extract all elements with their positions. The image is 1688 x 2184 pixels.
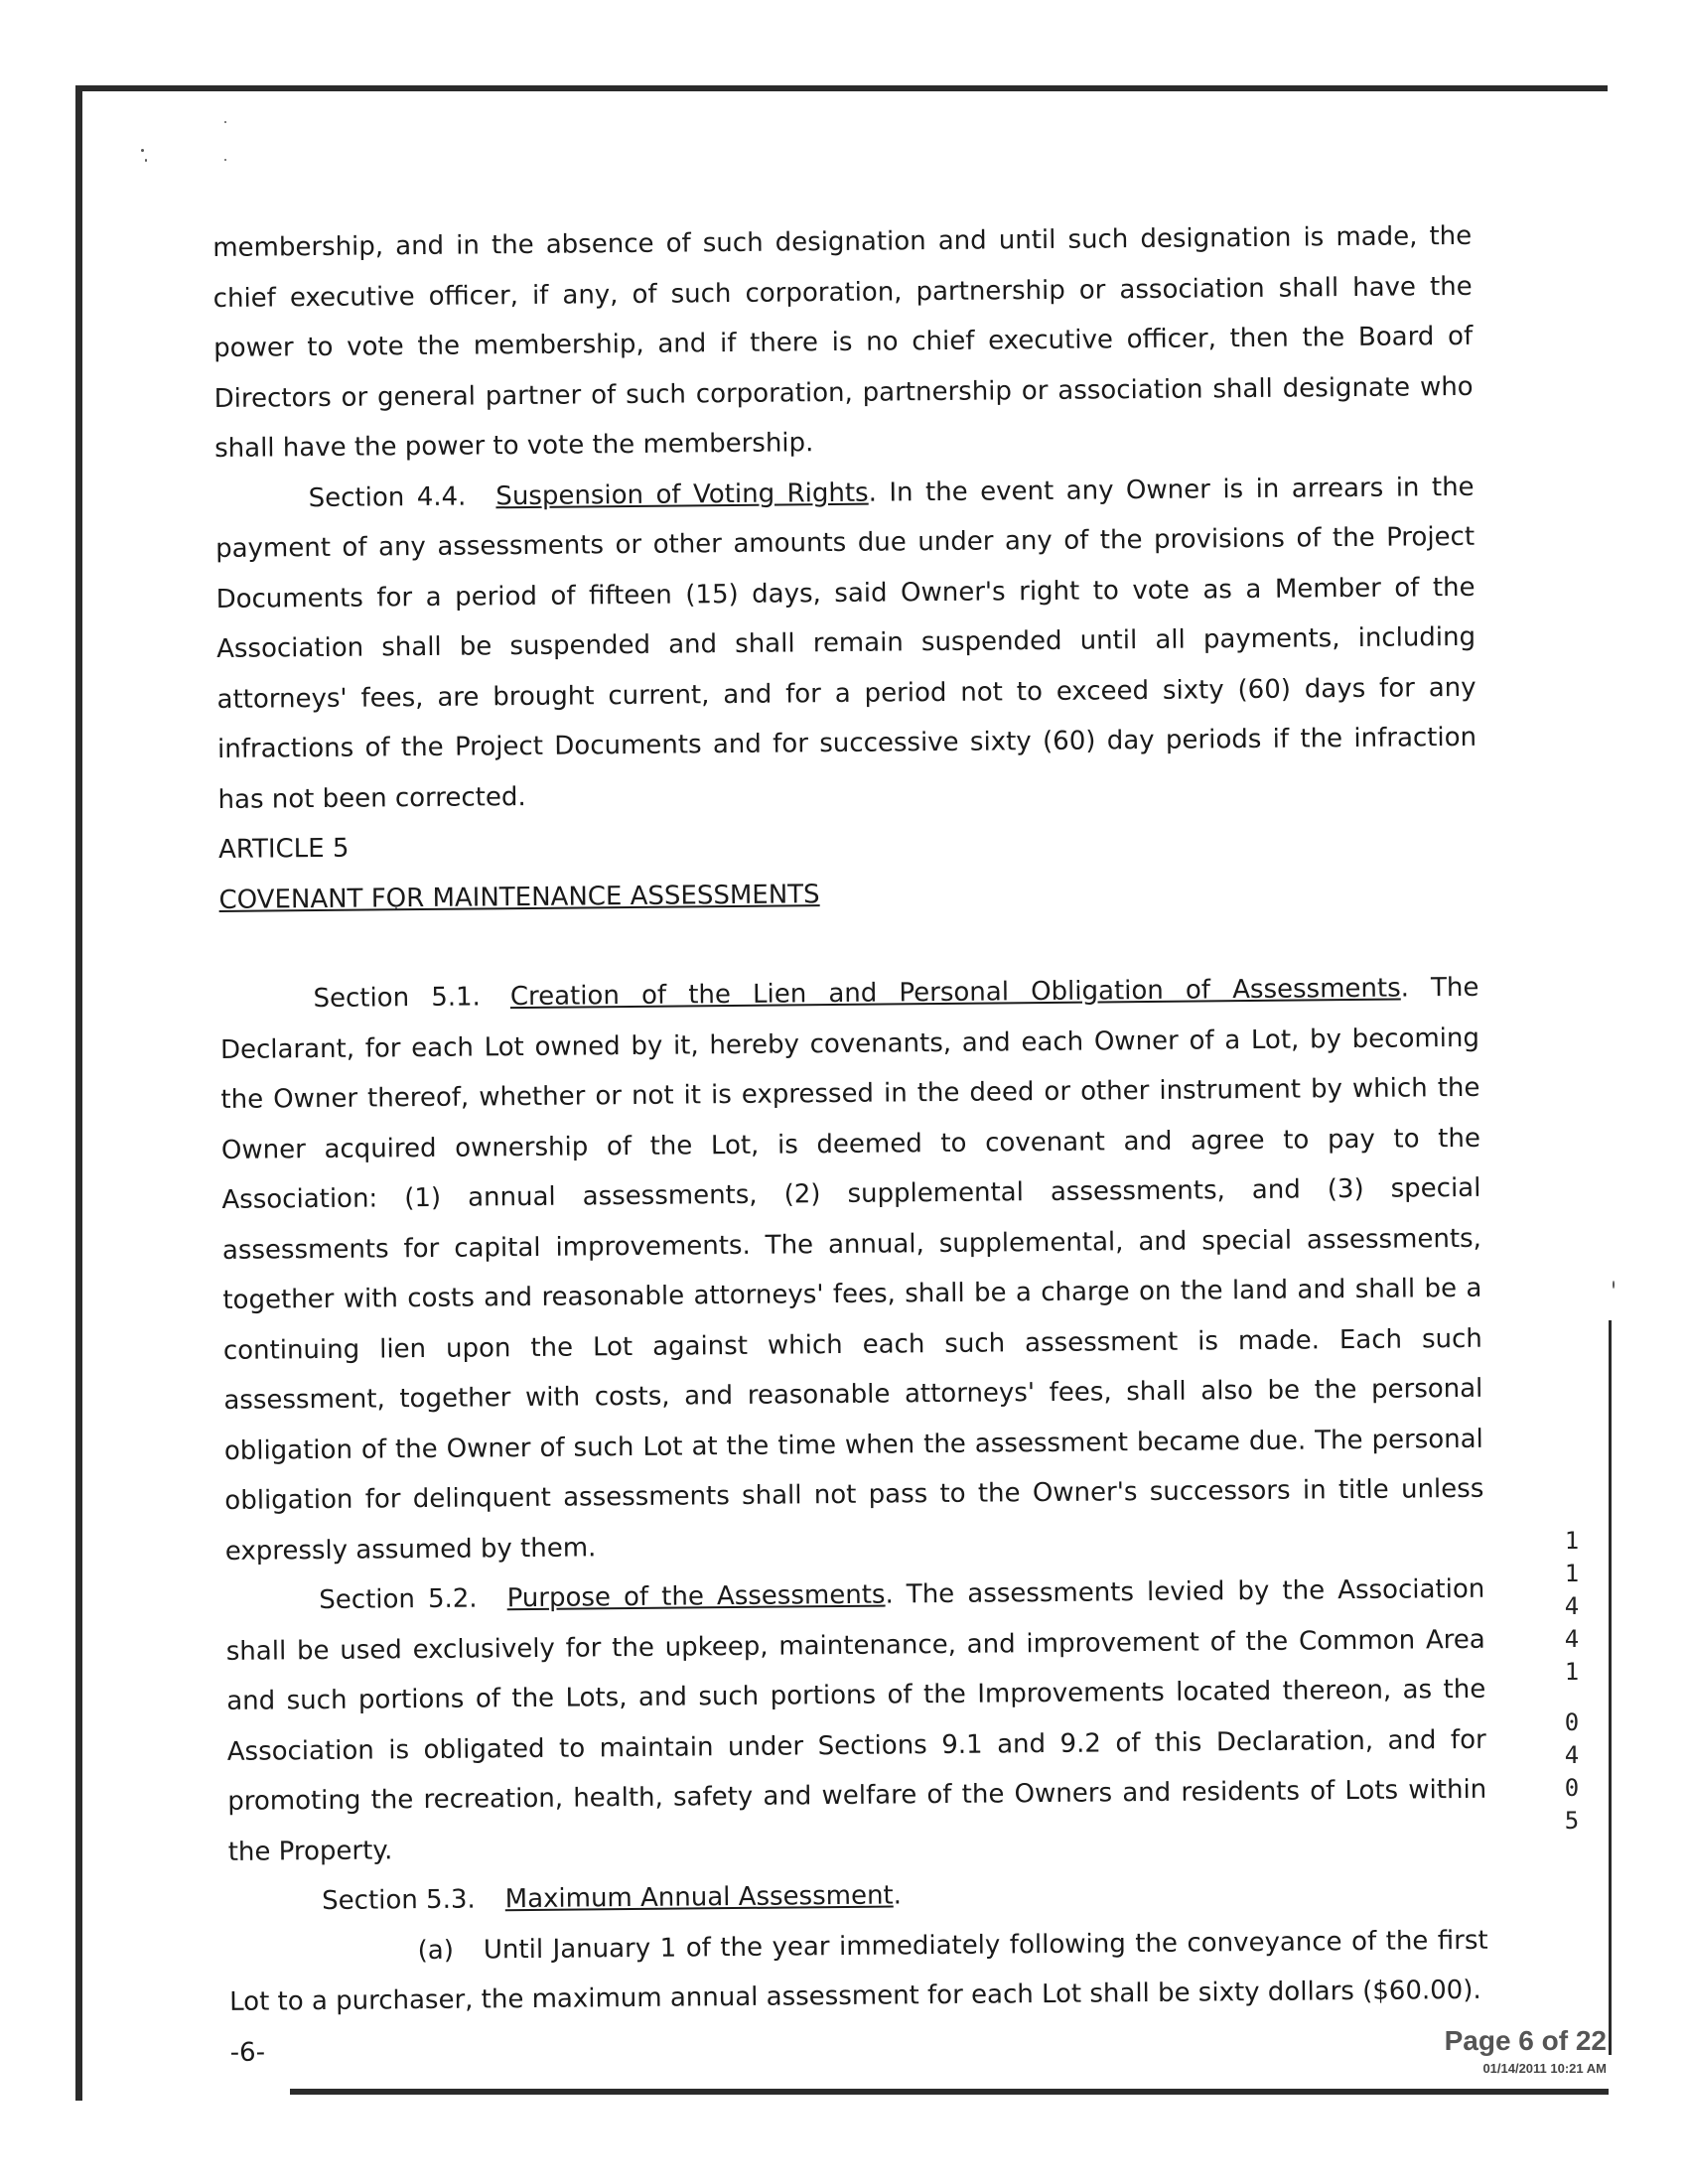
subsection-a [228,1915,1488,2027]
scan-speck [224,121,226,123]
side-digit: 1 [1564,1658,1580,1686]
side-digit: 4 [1564,1741,1580,1769]
footer-timestamp: 01/14/2011 10:21 AM [1482,2061,1607,2076]
scan-speck [141,149,144,152]
page-frame-left [75,85,82,2101]
side-recording-number [1557,1525,1587,1838]
section-number: Section 4.4. [308,481,467,513]
page-frame-right [1609,1320,1612,2055]
section-number: Section 5.1. [313,982,482,1015]
section-5-1 [219,963,1484,1576]
section-body: . In the event any Owner is in arrears in the payment of any assessments or other amounts due under any of the provisions of the Project Documents for a period of fifteen (15) days, said Owner's right to vote as a Member of the Association shall be suspended and shall remain suspended until all payments, including attorneys' fees, are brought current, and for a period not to exceed sixty (60) days for any infractions of the Project Documents and for successive sixty (60) day periods if the infraction has not been corrected. [215,472,1477,815]
side-digit: 4 [1564,1625,1580,1653]
subsection-label: (a) [417,1935,455,1966]
section-title: Creation of the Lien and Personal Obligation of Assessments [509,973,1401,1013]
section-title: Purpose of the Assessments [506,1579,886,1614]
side-digit: 5 [1564,1807,1580,1835]
spacer [1557,1689,1587,1706]
document-body [212,211,1489,2078]
side-digit: 0 [1564,1708,1580,1736]
page-frame-top [75,85,1608,91]
side-digit: 4 [1564,1592,1580,1620]
footer-page-label: Page 6 of 22 [1444,2025,1607,2056]
side-digit: 0 [1564,1774,1580,1802]
scan-speck [1613,1281,1615,1289]
scan-speck [145,159,147,162]
section-title: Suspension of Voting Rights [495,478,869,511]
scan-speck [224,159,226,161]
subsection-body: Until January 1 of the year immediately following the conveyance of the first Lot to a purchaser, the maximum annual assessment for each Lot shall be sixty dollars ($60.00). [229,1925,1488,2017]
section-body: . The Declarant, for each Lot owned by it, hereby covenants, and each Owner of a Lot, by becoming the Owner thereof, whether or not it is expressed in the deed or other instrument by which the Owner acquired ownership of the Lot, is deemed to covenant and agree to pay to the Association: (1) annual assessments, (2) supplemental assessments, and (3) special assessments for capital improvements. The annual, supplemental, and special assessments, together with costs and reasonable attorneys' fees, shall be a charge on the land and shall be a continuing lien upon the Lot against which each such assessment is made. Each such assessment, together with costs, and reasonable attorneys' fees, shall also be the personal obligation of the Owner of such Lot at the time when the assessment became due. The personal obligation for delinquent assessments shall not pass to the Owner's successors in title unless expressly assumed by them. [219,972,1484,1567]
section-body: . The assessments levied by the Association shall be used exclusively for the upkeep, maintenance, and improvement of the Common Area and such portions of the Lots, and such portions of the Improvements located thereon, as the Association is obligated to maintain under Sections 9.1 and 9.2 of this Declaration, and for promoting the recreation, health, safety and welfare of the Owners and residents of Lots within the Property. [225,1573,1487,1867]
page-frame-bottom [290,2089,1609,2095]
paragraph-continuation: membership, and in the absence of such designation and until such designation is made, the chief executive officer, if any, of such corporation, partnership or association shall have the power to vote the membership, and if there is no chief executive officer, then the Board of Directors or general partner of such corporation, partnership or association shall designate who shall have the power to vote the membership. [212,220,1474,464]
section-number: Section 5.3. [322,1884,476,1917]
article-title: COVENANT FOR MAINTENANCE ASSESSMENTS [218,879,820,915]
side-digit: 1 [1564,1560,1580,1587]
section-4-4 [214,462,1477,825]
article-number: ARTICLE 5 [217,833,350,865]
section-title-end: . [893,1880,903,1911]
section-title: Maximum Annual Assessment [504,1880,894,1915]
side-digit: 1 [1564,1527,1580,1555]
section-5-2 [225,1565,1487,1877]
section-number: Section 5.2. [319,1583,478,1616]
page-number: -6- [229,2037,266,2068]
